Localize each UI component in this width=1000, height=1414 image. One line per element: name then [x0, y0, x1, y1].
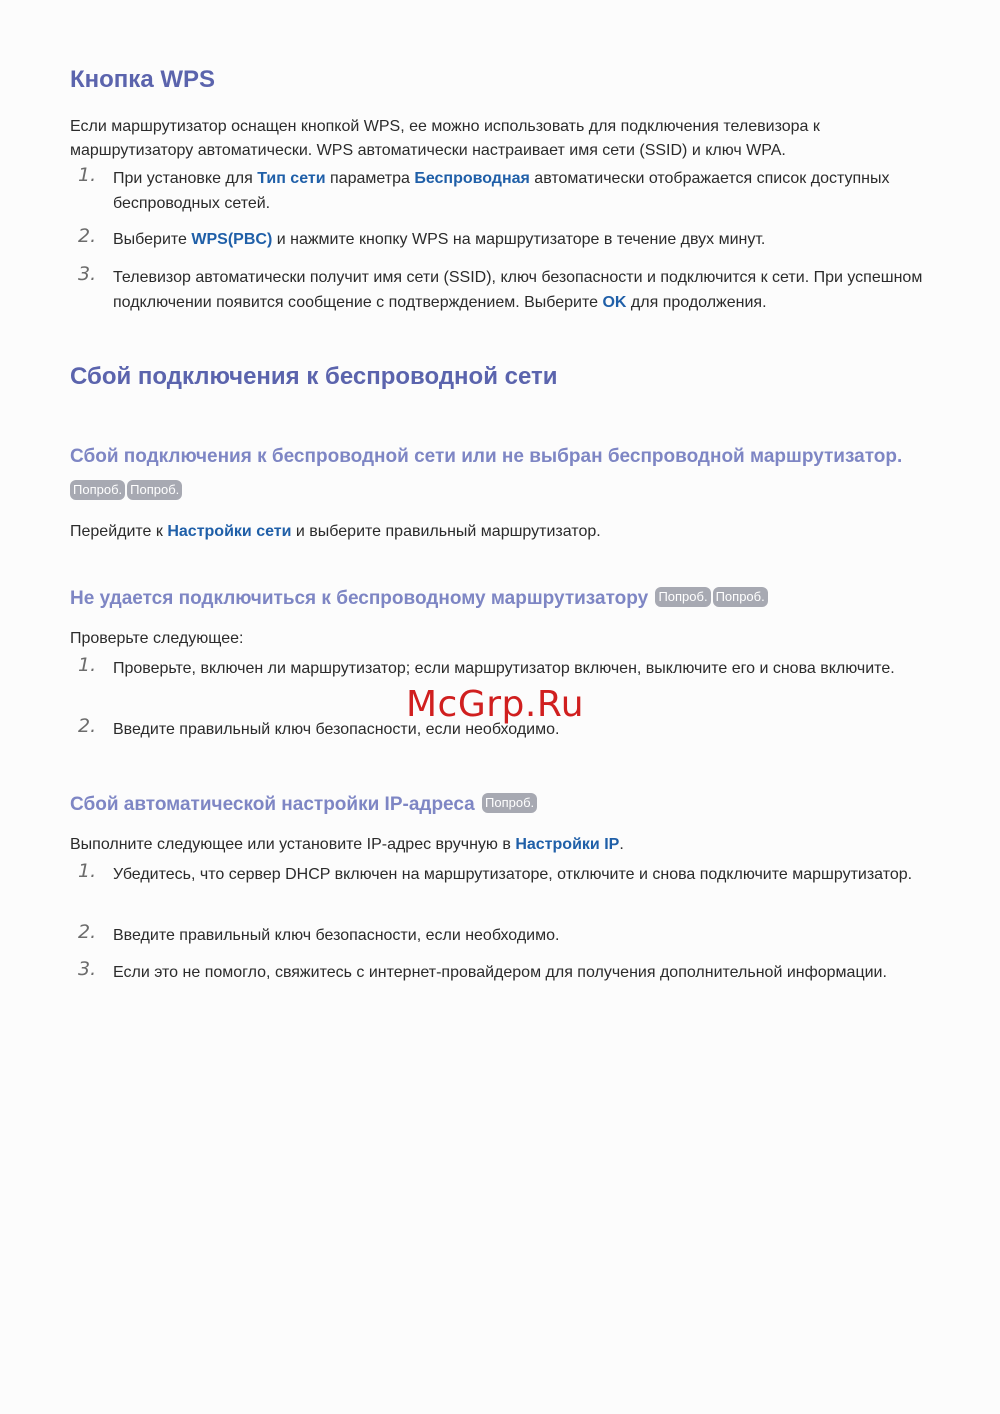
- step-text: Проверьте, включен ли маршрутизатор; если маршрутизатор включен, выключите его и снова включите.: [113, 660, 895, 677]
- auto-ip-step-2: [70, 923, 930, 948]
- step-text: автоматически отображается список доступных беспроводных сетей.: [113, 170, 890, 212]
- paragraph-text: и выберите правильный маршрутизатор.: [291, 523, 601, 540]
- step-text: Выберите: [113, 231, 192, 248]
- heading-wireless-failure: Сбой подключения к беспроводной сети: [70, 363, 558, 390]
- wps-step-3: [70, 265, 930, 315]
- paragraph-text: .: [619, 836, 624, 853]
- heading-wps-button: Кнопка WPS: [70, 66, 215, 93]
- keyword-ip-settings: Настройки IP: [515, 836, 620, 853]
- step-text: Если это не помогло, свяжитесь с интернет-провайдером для получения дополнительной информации.: [113, 964, 887, 981]
- cannot-connect-intro: Проверьте следующее:: [70, 630, 244, 647]
- subheading-text: Сбой автоматической настройки IP-адреса: [70, 794, 475, 815]
- step-number: 1.: [78, 860, 97, 882]
- auto-ip-intro: [70, 833, 930, 857]
- subheading-cannot-connect: [70, 587, 768, 610]
- keyword-wps-pbc: WPS(PBC): [191, 231, 273, 248]
- subheading-text: Не удается подключиться к беспроводному маршрутизатору: [70, 588, 649, 609]
- step-text: параметра: [325, 170, 415, 187]
- step-number: 2.: [78, 715, 97, 737]
- try-now-badge[interactable]: Попроб.: [482, 793, 537, 813]
- try-now-badge[interactable]: Попроб.: [70, 480, 125, 500]
- step-text: Телевизор автоматически получит имя сети (SSID), ключ безопасности и подключится к сети. При успешном подключении появится сообщение с подтверждением. Выберите: [113, 269, 923, 311]
- paragraph-text: Выполните следующее или установите IP-адрес вручную в: [70, 836, 516, 853]
- step-number: 1.: [78, 164, 97, 186]
- auto-ip-step-1: [70, 862, 930, 887]
- step-number: 3.: [78, 958, 97, 980]
- try-now-badge[interactable]: Попроб.: [655, 587, 710, 607]
- step-number: 1.: [78, 654, 97, 676]
- subheading-router-not-selected: Сбой подключения к беспроводной сети или не выбран беспроводной маршрутизатор.: [70, 446, 903, 467]
- subheading-auto-ip-failure: [70, 793, 537, 816]
- watermark: McGrp.Ru: [406, 684, 585, 725]
- keyword-network-settings: Настройки сети: [167, 523, 292, 540]
- keyword-wireless: Беспроводная: [414, 170, 530, 187]
- step-text: для продолжения.: [626, 294, 767, 311]
- keyword-ok: OK: [602, 294, 627, 311]
- step-text: Введите правильный ключ безопасности, если необходимо.: [113, 721, 560, 738]
- paragraph-text: Перейдите к: [70, 523, 168, 540]
- keyword-network-type: Тип сети: [257, 170, 326, 187]
- step-text: Введите правильный ключ безопасности, если необходимо.: [113, 927, 560, 944]
- step-text: При установке для: [113, 170, 258, 187]
- wps-step-1: [70, 166, 930, 216]
- router-not-selected-paragraph: [70, 520, 930, 544]
- step-number: 2.: [78, 225, 97, 247]
- step-text: и нажмите кнопку WPS на маршрутизаторе в течение двух минут.: [272, 231, 766, 248]
- step-number: 2.: [78, 921, 97, 943]
- step-text: Убедитесь, что сервер DHCP включен на маршрутизаторе, отключите и снова подключите маршрутизатор.: [113, 866, 913, 883]
- auto-ip-step-3: [70, 960, 930, 985]
- try-badges-router-not-selected: [70, 480, 184, 502]
- try-now-badge[interactable]: Попроб.: [127, 480, 182, 500]
- cannot-connect-step-1: [70, 656, 930, 681]
- wps-step-2: [70, 227, 930, 252]
- try-now-badge[interactable]: Попроб.: [713, 587, 768, 607]
- step-number: 3.: [78, 263, 97, 285]
- wps-intro-paragraph: Если маршрутизатор оснащен кнопкой WPS, ее можно использовать для подключения телевизора к маршрутизатору автоматически. WPS автоматически настраивает имя сети (SSID) и ключ WPA.: [70, 118, 820, 159]
